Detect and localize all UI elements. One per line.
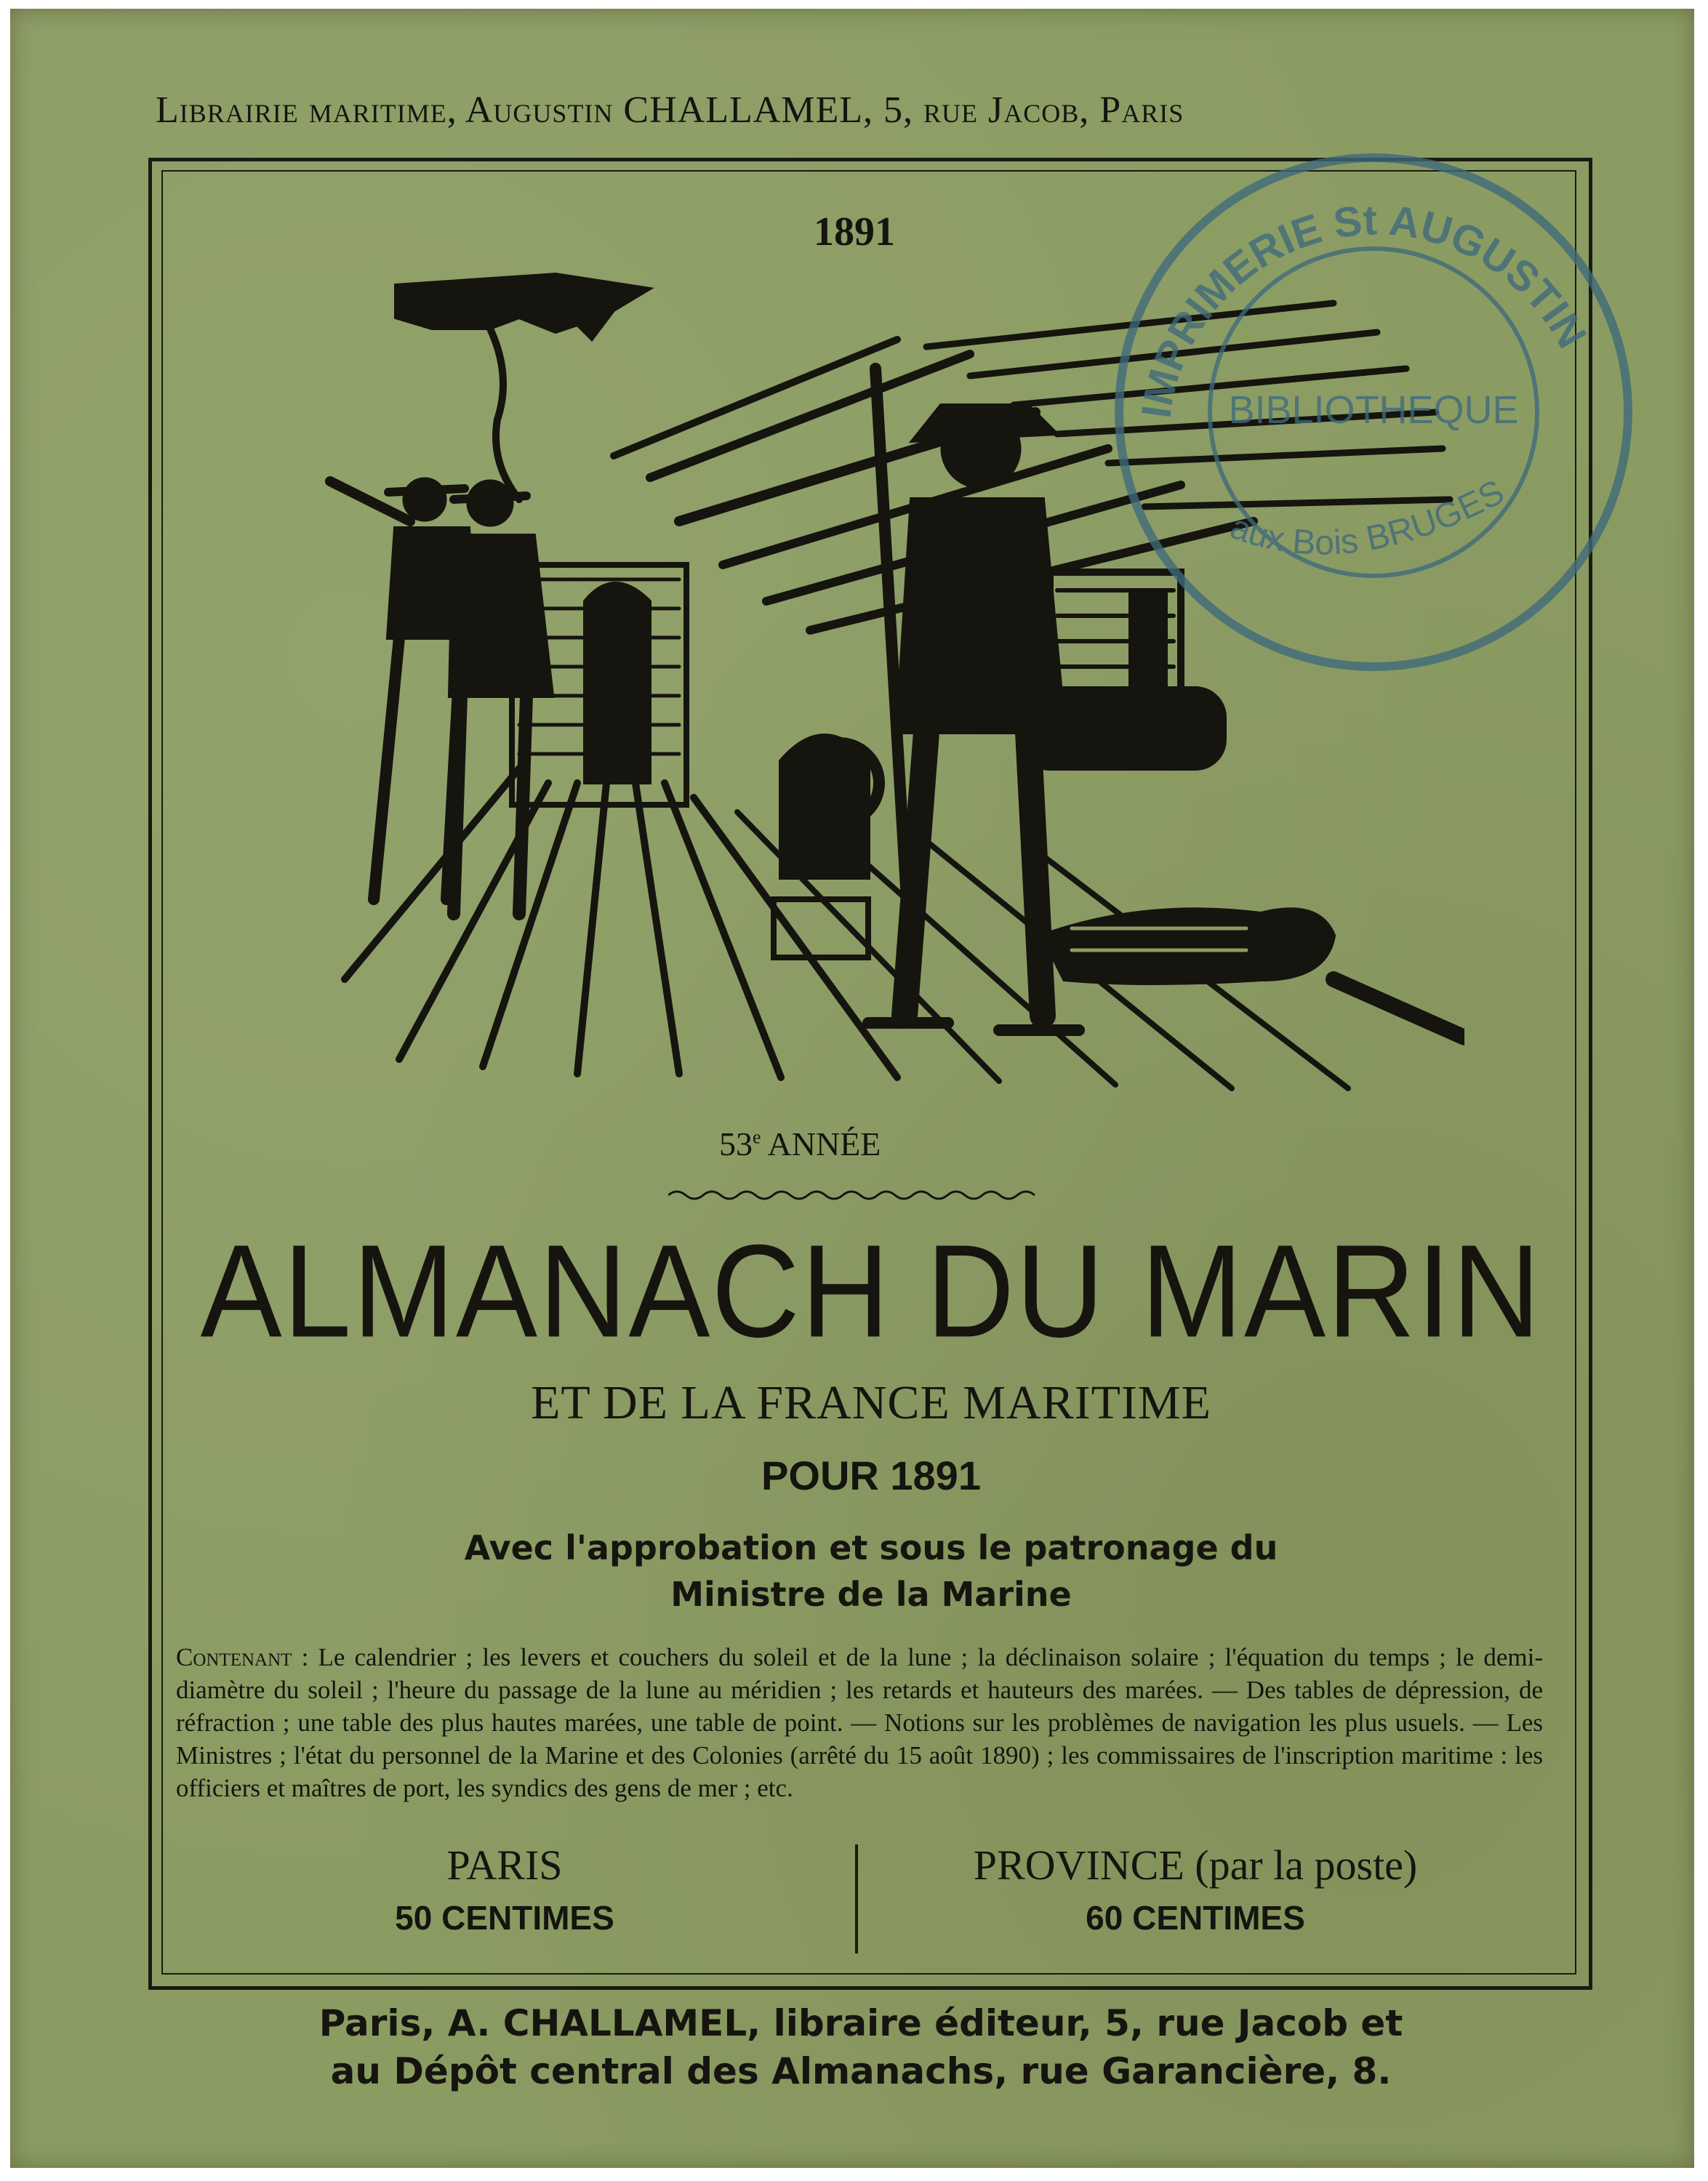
main-title: ALMANACH DU MARIN	[200, 1217, 1542, 1365]
price-paris	[301, 1841, 708, 1937]
library-stamp	[1090, 129, 1657, 696]
edition-number	[719, 1125, 881, 1163]
edition-number-value: 53	[719, 1125, 753, 1162]
publisher-line: Librairie maritime, Augustin CHALLAMEL, 5, rue Jacob, Paris	[156, 89, 1184, 131]
footer-line-2: au Dépôt central des Almanachs, rue Garancière, 8.	[330, 2050, 1392, 2092]
approval-line-2: Ministre de la Marine	[670, 1575, 1072, 1614]
decorative-wavy-rule	[668, 1186, 1039, 1204]
subtitle: ET DE LA FRANCE MARITIME	[531, 1376, 1211, 1429]
footer-imprint	[163, 1999, 1559, 2095]
price-province	[875, 1841, 1515, 1937]
contents-text: Le calendrier ; les levers et couchers du soleil et de la lune ; la déclinaison solaire ; l'équation du temps ; le demi-diamètre du soleil ; l'heure du passage de la lune au méridien ; les retards et hauteurs des marées. — Des tables de dépression, de réfraction ; une table des plus hautes marées, une table de point. — Notions sur les problèmes de navigation les plus usuels. — Les Ministres ; l'état du personnel de la Marine et des Colonies (arrêté du 15 août 1890) ; les commissaires de l'inscription maritime : les officiers et maîtres de port, les syndics des gens de mer ; etc.	[176, 1643, 1544, 1802]
almanac-cover	[10, 9, 1694, 2168]
stamp-outer-text: IMPRIMERIE St AUGUSTIN	[1132, 196, 1596, 421]
cover-year: 1891	[814, 209, 895, 254]
year-statement: POUR 1891	[761, 1453, 981, 1498]
contents-paragraph	[176, 1641, 1543, 1804]
footer-line-1: Paris, A. CHALLAMEL, libraire éditeur, 5, rue Jacob et	[318, 2002, 1403, 2044]
price-paris-city: PARIS	[446, 1841, 563, 1889]
price-province-amount: 60 CENTIMES	[1086, 1899, 1305, 1937]
price-paris-amount: 50 CENTIMES	[395, 1899, 614, 1937]
stamp-bottom-text: aux Bois BRUGES	[1225, 473, 1511, 563]
edition-suffix: e	[753, 1126, 761, 1148]
approval-statement	[180, 1525, 1562, 1618]
price-divider	[855, 1844, 858, 1953]
edition-label: ANNÉE	[761, 1125, 881, 1162]
price-province-city: PROVINCE (par la poste)	[973, 1841, 1418, 1889]
stamp-center-text: BIBLIOTHEQUE	[1228, 388, 1519, 432]
approval-line-1: Avec l'approbation et sous le patronage du	[464, 1528, 1278, 1567]
contents-lead: Contenant :	[176, 1643, 309, 1671]
